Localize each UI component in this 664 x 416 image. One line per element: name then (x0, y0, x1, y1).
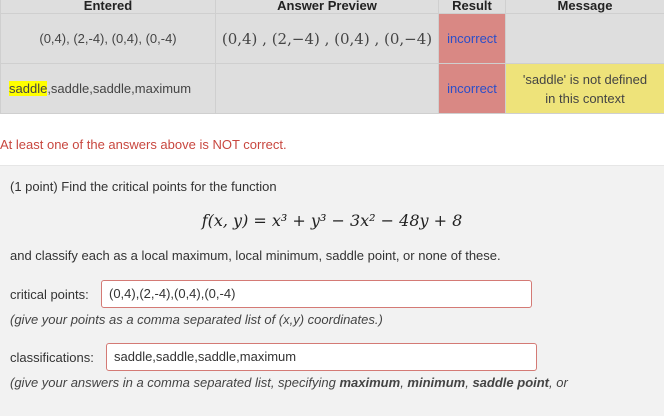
problem-panel (0, 165, 664, 416)
incorrect-warning: At least one of the answers above is NOT correct. (0, 137, 287, 152)
hint-text: , (465, 375, 472, 390)
result-text: incorrect (447, 81, 497, 96)
entered-cell (1, 64, 216, 114)
preview-cell (216, 64, 439, 114)
preview-cell: (0,4) , (2,−4) , (0,4) , (0,−4) (216, 14, 439, 64)
table-row (1, 64, 664, 114)
classifications-label: classifications: (10, 350, 94, 365)
entered-text: ,saddle,saddle,maximum (47, 81, 191, 96)
result-text: incorrect (447, 31, 497, 46)
hint-saddle-point: saddle point (472, 375, 549, 390)
hint-text: , or (549, 375, 568, 390)
header-answer-preview: Answer Preview (216, 0, 439, 14)
classifications-hint (10, 375, 568, 390)
critical-points-hint: (give your points as a comma separated list of (x,y) coordinates.) (10, 312, 383, 327)
highlighted-text: saddle (9, 81, 47, 96)
message-line: 'saddle' is not defined (506, 70, 664, 89)
message-cell (506, 14, 664, 64)
entered-cell: (0,4), (2,-4), (0,4), (0,-4) (1, 14, 216, 64)
message-line: in this context (506, 89, 664, 108)
critical-points-input[interactable]: (0,4),(2,-4),(0,4),(0,-4) (101, 280, 532, 308)
results-table (0, 0, 664, 114)
message-cell (506, 64, 664, 114)
function-formula: f(x, y) = x³ + y³ − 3x² − 48y + 8 (0, 211, 664, 230)
result-cell (439, 14, 506, 64)
hint-text: , (400, 375, 407, 390)
problem-intro: (1 point) Find the critical points for the function (10, 179, 277, 194)
critical-points-label: critical points: (10, 287, 89, 302)
classifications-input[interactable]: saddle,saddle,saddle,maximum (106, 343, 537, 371)
header-result: Result (439, 0, 506, 14)
classify-instructions: and classify each as a local maximum, local minimum, saddle point, or none of these. (10, 248, 501, 263)
hint-text: (give your answers in a comma separated list, specifying (10, 375, 339, 390)
header-entered: Entered (1, 0, 216, 14)
table-row (1, 14, 664, 64)
hint-maximum: maximum (339, 375, 400, 390)
hint-minimum: minimum (407, 375, 465, 390)
result-cell (439, 64, 506, 114)
table-header-row (1, 0, 664, 14)
header-message: Message (506, 0, 664, 14)
